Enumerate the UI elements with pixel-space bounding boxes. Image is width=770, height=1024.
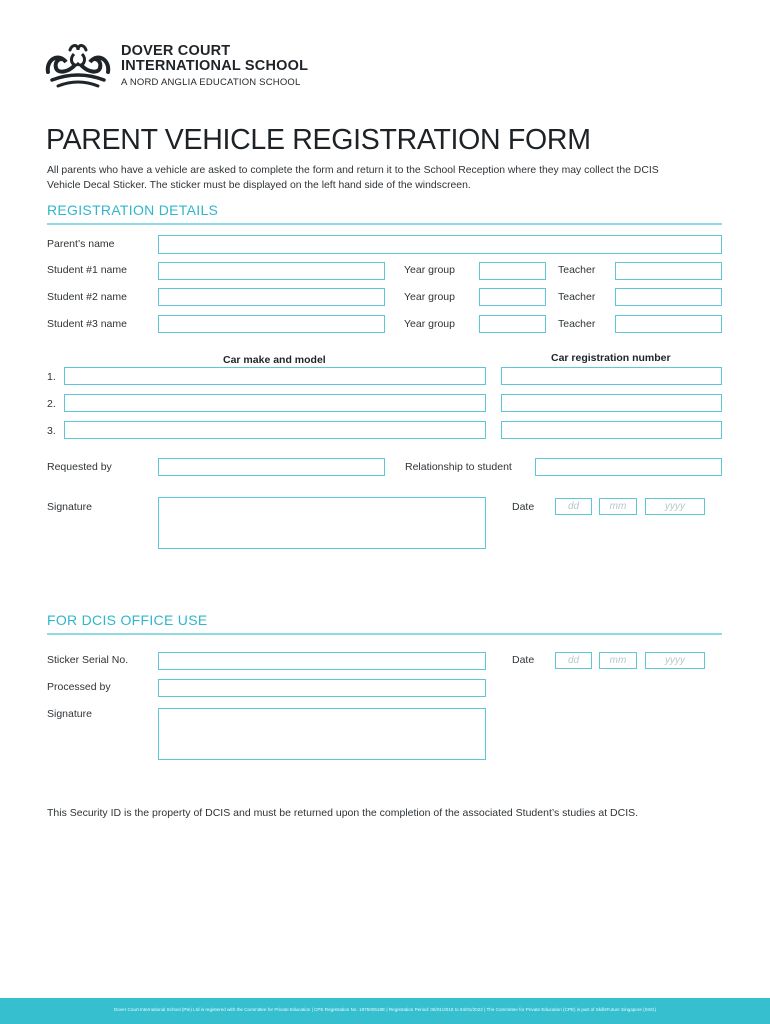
car-row-3-number: 3. (47, 425, 56, 437)
student-3-teacher-field[interactable] (615, 315, 722, 333)
security-id-notice: This Security ID is the property of DCIS and must be returned upon the completion of the associated Student’s studies at DCIS. (47, 807, 639, 819)
car-registration-header: Car registration number (551, 352, 671, 364)
processed-by-field[interactable] (158, 679, 486, 697)
car-1-make-field[interactable] (64, 367, 486, 385)
student-2-teacher-field[interactable] (615, 288, 722, 306)
student-2-year-field[interactable] (479, 288, 546, 306)
form-title: PARENT VEHICLE REGISTRATION FORM (46, 124, 591, 156)
swan-crest-icon (44, 42, 112, 88)
student-3-name-field[interactable] (158, 315, 385, 333)
relationship-label: Relationship to student (405, 461, 512, 473)
requested-by-label: Requested by (47, 461, 112, 473)
car-row-2-number: 2. (47, 398, 56, 410)
office-date-month-field[interactable]: mm (599, 652, 637, 669)
student-1-label: Student #1 name (47, 264, 127, 276)
car-row-1-number: 1. (47, 371, 56, 383)
intro-text (47, 164, 737, 193)
sticker-serial-field[interactable] (158, 652, 486, 670)
footer-registration-text: Dover Court International School (Pte) Ltd is registered with the Committee for Private Education | CPE Registration No. 197500518E | Registration Period: 05/01/2018 to 04/01/2022 | The Committee for Private Education (CPE) is part of SkillsFuture Singapore (SSG) (113, 1007, 656, 1012)
car-2-registration-field[interactable] (501, 394, 722, 412)
office-signature-field[interactable] (158, 708, 486, 760)
school-name-line1: DOVER COURT (121, 43, 231, 59)
parent-name-label: Parent’s name (47, 238, 115, 250)
date-year-field[interactable]: yyyy (645, 498, 705, 515)
office-section-title: FOR DCIS OFFICE USE (47, 612, 208, 628)
student-1-name-field[interactable] (158, 262, 385, 280)
car-3-registration-field[interactable] (501, 421, 722, 439)
processed-by-label: Processed by (47, 681, 111, 693)
student-1-teacher-label: Teacher (558, 264, 596, 276)
office-date-year-field[interactable]: yyyy (645, 652, 705, 669)
sticker-serial-label: Sticker Serial No. (47, 654, 129, 666)
office-signature-label: Signature (47, 708, 92, 720)
section-divider (47, 223, 722, 225)
student-1-year-label: Year group (404, 264, 455, 276)
student-2-label: Student #2 name (47, 291, 127, 303)
car-2-make-field[interactable] (64, 394, 486, 412)
school-name-line2: INTERNATIONAL SCHOOL (121, 58, 309, 74)
date-month-field[interactable]: mm (599, 498, 637, 515)
school-name (121, 44, 308, 74)
student-2-teacher-label: Teacher (558, 291, 596, 303)
student-2-name-field[interactable] (158, 288, 385, 306)
car-1-registration-field[interactable] (501, 367, 722, 385)
student-1-teacher-field[interactable] (615, 262, 722, 280)
signature-field[interactable] (158, 497, 486, 549)
student-3-teacher-label: Teacher (558, 318, 596, 330)
relationship-field[interactable] (535, 458, 722, 476)
date-label: Date (512, 501, 535, 513)
intro-line-2: Vehicle Decal Sticker. The sticker must be displayed on the left hand side of the windscreen. (47, 179, 471, 191)
office-date-day-field[interactable]: dd (555, 652, 592, 669)
car-3-make-field[interactable] (64, 421, 486, 439)
signature-label: Signature (47, 501, 92, 513)
requested-by-field[interactable] (158, 458, 385, 476)
student-3-year-label: Year group (404, 318, 455, 330)
student-3-year-field[interactable] (479, 315, 546, 333)
office-date-label: Date (512, 654, 535, 666)
parent-name-field[interactable] (158, 235, 722, 254)
section-divider (47, 633, 722, 635)
student-3-label: Student #3 name (47, 318, 127, 330)
footer-bar (0, 998, 770, 1024)
student-1-year-field[interactable] (479, 262, 546, 280)
registration-section-title: REGISTRATION DETAILS (47, 202, 219, 218)
car-make-header: Car make and model (223, 354, 326, 366)
student-2-year-label: Year group (404, 291, 455, 303)
date-day-field[interactable]: dd (555, 498, 592, 515)
intro-line-1: All parents who have a vehicle are asked to complete the form and return it to the School Reception where they may collect the DCIS (47, 165, 659, 176)
school-subtitle: A NORD ANGLIA EDUCATION SCHOOL (121, 77, 301, 88)
